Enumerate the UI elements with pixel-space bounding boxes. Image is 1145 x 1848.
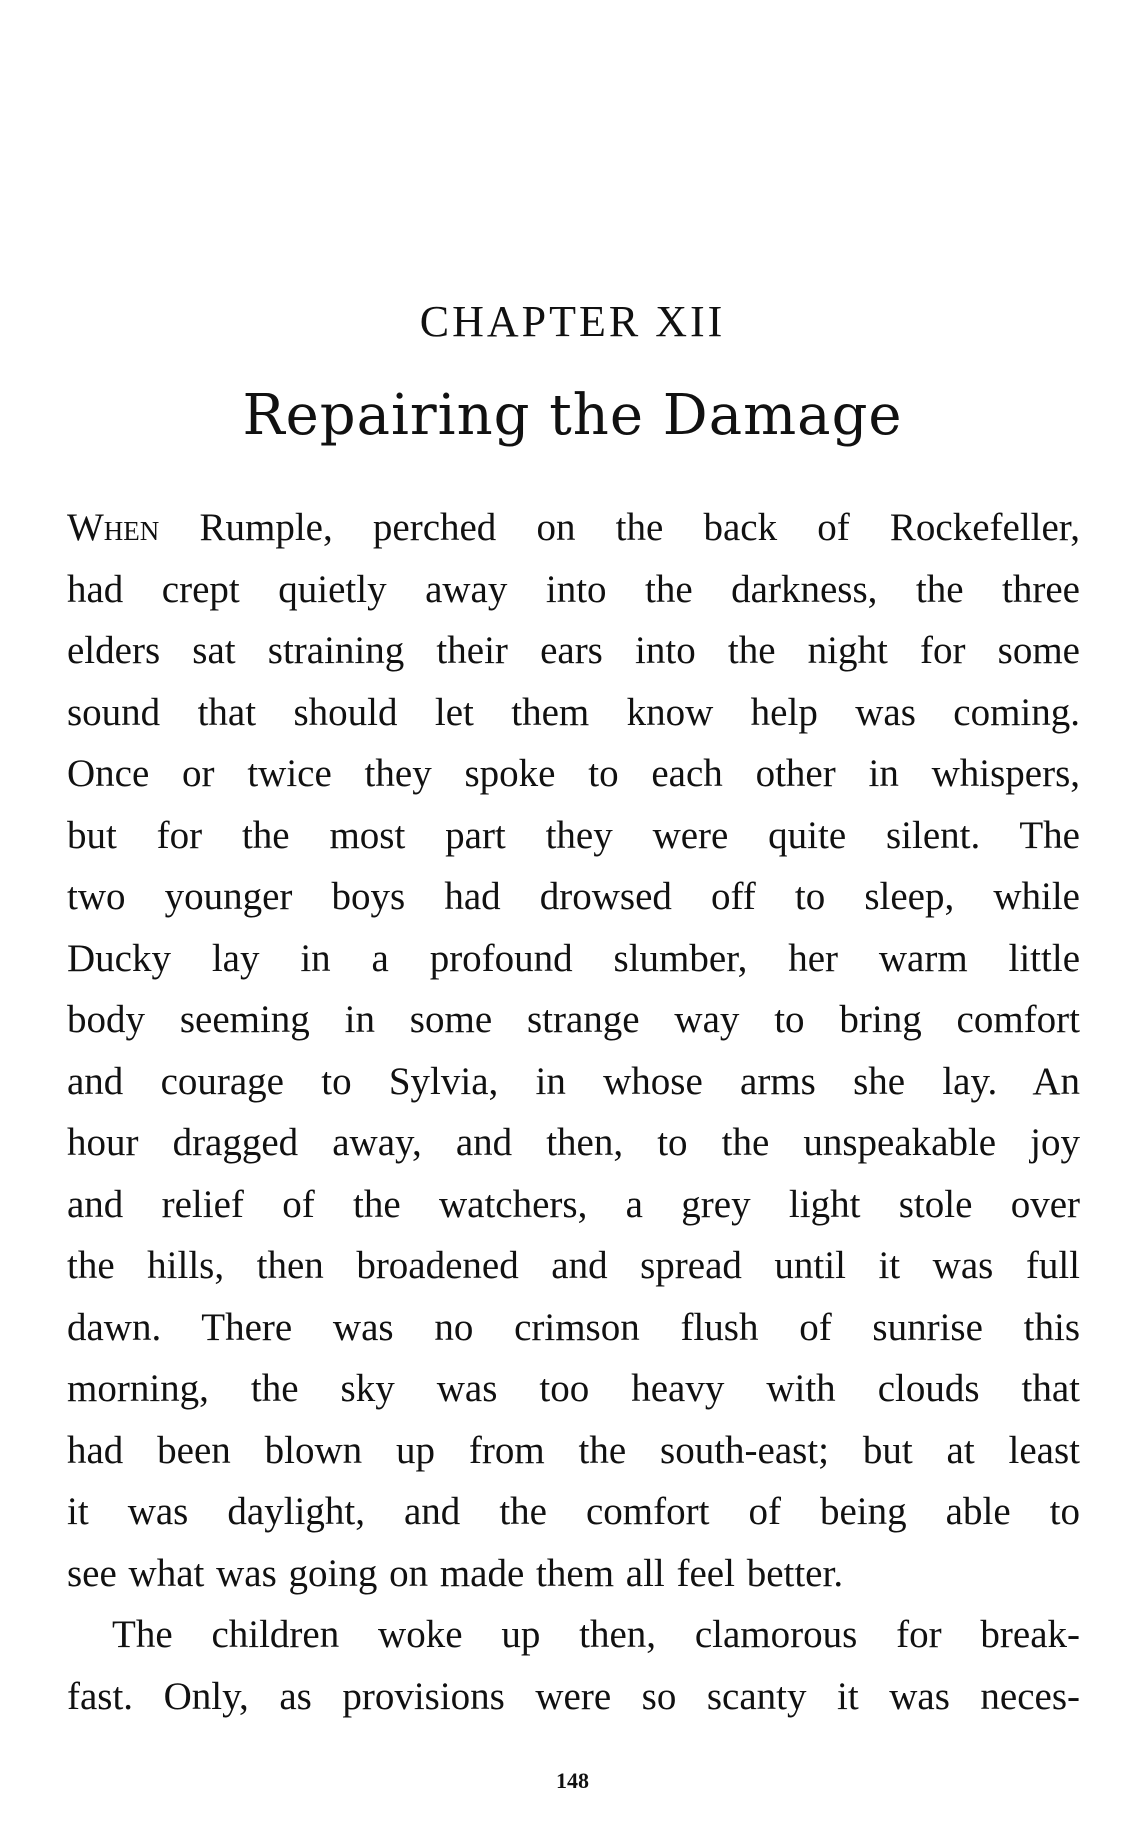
text-line: Once or twice they spoke to each other in whispers, <box>67 752 1080 795</box>
text-line: but for the most part they were quite silent. The <box>67 813 1080 857</box>
text-line: and relief of the watchers, a grey light stole over <box>67 1182 1080 1226</box>
text-line: Ducky lay in a profound slumber, her warm little <box>67 936 1080 980</box>
text-line: hour dragged away, and then, to the unspeakable joy <box>67 1121 1080 1164</box>
text-line: and courage to Sylvia, in whose arms she lay. An <box>67 1059 1080 1103</box>
text-line: elders sat straining their ears into the night for some <box>67 629 1080 672</box>
chapter-title: Repairing the Damage <box>242 383 903 448</box>
text-line: the hills, then broadened and spread until it was full <box>67 1244 1080 1287</box>
text-line: sound that should let them know help was coming. <box>67 690 1080 734</box>
text-line: dawn. There was no crimson flush of sunrise this <box>67 1305 1080 1349</box>
text-line: The children woke up then, clamorous for break- <box>112 1613 1080 1656</box>
text-line: morning, the sky was too heavy with clouds that <box>67 1367 1080 1410</box>
text-line: body seeming in some strange way to bring comfort <box>67 998 1080 1041</box>
text-line: had crept quietly away into the darkness, the three <box>67 567 1080 611</box>
drop-word: When <box>67 506 160 549</box>
chapter-number: CHAPTER XII <box>419 297 726 346</box>
text-line <box>67 497 1080 559</box>
page-number: 148 <box>556 1768 589 1793</box>
text-line: it was daylight, and the comfort of being able to <box>67 1490 1080 1533</box>
text-line-rest: Rumple, perched on the back of Rockefeller, <box>159 506 1080 549</box>
text-line: see what was going on made them all feel better. <box>67 1551 844 1595</box>
body-text <box>67 497 1080 1727</box>
text-line: two younger boys had drowsed off to sleep, while <box>67 875 1080 918</box>
text-line: had been blown up from the south-east; but at least <box>67 1428 1080 1472</box>
text-line: fast. Only, as provisions were so scanty it was neces- <box>67 1674 1080 1718</box>
